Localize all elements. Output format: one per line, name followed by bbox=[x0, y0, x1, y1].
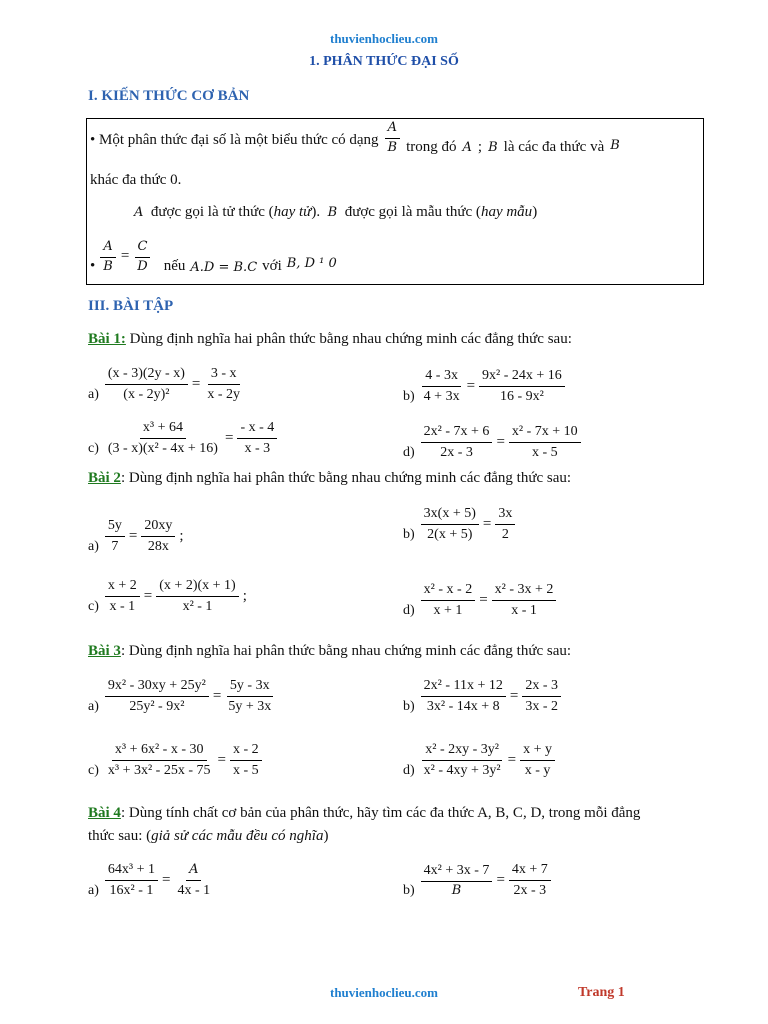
exercise-4-prompt: Bài 4: Dùng tính chất cơ bản của phân thức, hãy tìm các đa thức A, B, C, D, trong mỗi đẳng bbox=[88, 805, 641, 821]
theory-line-1 bbox=[90, 120, 620, 156]
exercise-2c: c) $\frac{x + 2}{x - 1}$ = $\frac{(x + 2)(x + 1)}{\text{x² - 1}}$ ; bbox=[88, 578, 247, 615]
exercise-3b: b) $\frac{\text{2x² - 11x + 12}}{\text{3x² - 14x + 8}}$ = $\frac{2x - 3}{3x - 2}$ bbox=[403, 678, 561, 715]
exercise-2-prompt: Bài 2: Dùng định nghĩa hai phân thức bằng nhau chứng minh các đẳng thức sau: bbox=[88, 470, 572, 486]
fraction: $\frac{C}{D}$ bbox=[134, 240, 150, 275]
exercise-2b: b) $\frac{3x(x + 5)}{2(x + 5)}$ = $\frac{3x}{2}$ bbox=[403, 506, 515, 543]
exercise-4b: b) $\frac{\text{4x² + 3x - 7}}{B}$ = $\frac{4x + 7}{2x - 3}$ bbox=[403, 862, 551, 899]
exercise-1c: c) $\frac{\text{x³ + 64}}{\text{(3 - x)(x² - 4x + 16)}}$ = $\frac{- x - 4}{x - 3}$ bbox=[88, 420, 277, 457]
variable: A bbox=[462, 140, 472, 155]
exercise-1b: b) $\frac{4 - 3x}{4 + 3x}$ = $\frac{\text{9x² - 24x + 16}}{\text{16 - 9x²}}$ bbox=[403, 368, 565, 405]
section-heading-exercises: III. BÀI TẬP bbox=[88, 298, 174, 314]
section-heading-theory: I. KIẾN THỨC CƠ BẢN bbox=[88, 88, 250, 104]
exercise-4a: a) $\frac{\text{64x³ + 1}}{\text{16x² - 1}}$ = $\frac{A}{4x - 1}$ bbox=[88, 861, 211, 899]
theory-line-4: • $\frac{A}{B}$ = $\frac{C}{D}$ nếu A.D = B.C với B, D ¹ 0 bbox=[90, 239, 337, 275]
exercise-2d: d) $\frac{\text{x² - x - 2}}{x + 1}$ = $\frac{\text{x² - 3x + 2}}{x - 1}$ bbox=[403, 582, 556, 619]
header-site[interactable]: thuvienhoclieu.com bbox=[330, 31, 438, 46]
theory-text: trong đó bbox=[406, 139, 457, 155]
exercise-3c: c) $\frac{\text{x³ + 6x² - x - 30}}{\text{x³ + 3x² - 25x - 75}}$ = $\frac{x - 2}{x - 5}$ bbox=[88, 742, 262, 779]
theory-text: ; bbox=[477, 139, 483, 155]
exercise-3-prompt: Bài 3: Dùng định nghĩa hai phân thức bằng nhau chứng minh các đẳng thức sau: bbox=[88, 643, 572, 659]
variable: B bbox=[610, 138, 620, 153]
theory-text: • Một phân thức đại số là một biểu thức có dạng bbox=[90, 132, 379, 148]
fraction: $\frac{A}{B}$ bbox=[385, 121, 401, 156]
theory-text: là các đa thức và bbox=[503, 139, 605, 155]
exercise-1a: a) $\frac{(x - 3)(2y - x)}{\text{(x - 2y)²}}$ = $\frac{3 - x}{x - 2y}$ bbox=[88, 366, 241, 403]
exercise-2a: a) $\frac{5y}{7}$ = $\frac{20xy}{28x}$ ; bbox=[88, 518, 184, 555]
theory-line-2: khác đa thức 0. bbox=[90, 172, 182, 188]
exercise-3d: d) $\frac{\text{x² - 2xy - 3y²}}{\text{x² - 4xy + 3y²}}$ = $\frac{x + y}{x - y}$ bbox=[403, 742, 555, 779]
exercise-3a: a) $\frac{\text{9x² - 30xy + 25y²}}{\text{25y² - 9x²}}$ = $\frac{5y - 3x}{5y + 3x}$ bbox=[88, 678, 272, 715]
variable: B bbox=[488, 140, 498, 155]
theory-line-3: A được gọi là tử thức (hay tử). B được gọi là mẫu thức (hay mẫu) bbox=[134, 204, 538, 220]
footer-site[interactable]: thuvienhoclieu.com bbox=[330, 985, 438, 1000]
exercise-1d: d) $\frac{\text{2x² - 7x + 6}}{2x - 3}$ = $\frac{\text{x² - 7x + 10}}{x - 5}$ bbox=[403, 424, 581, 461]
page-number: Trang 1 bbox=[578, 985, 625, 1000]
page-title: 1. PHÂN THỨC ĐẠI SỐ bbox=[309, 54, 459, 69]
exercise-1-prompt: Bài 1: Dùng định nghĩa hai phân thức bằng nhau chứng minh các đẳng thức sau: bbox=[88, 331, 572, 347]
exercise-4-prompt-cont: thức sau: (giả sử các mẫu đều có nghĩa) bbox=[88, 828, 329, 844]
fraction: $\frac{A}{B}$ bbox=[100, 240, 116, 275]
